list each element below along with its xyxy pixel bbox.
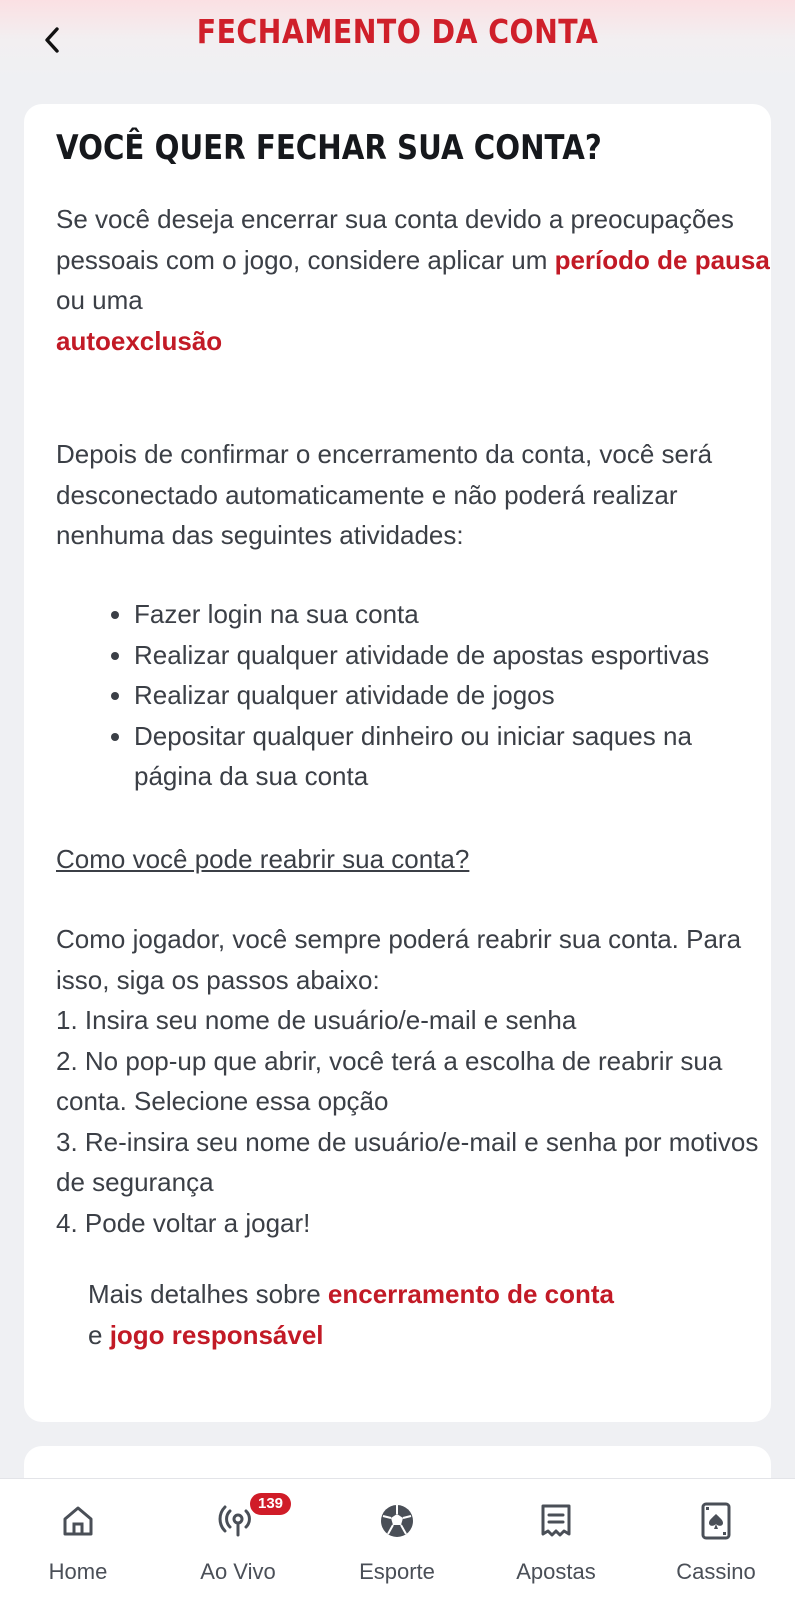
home-icon	[58, 1501, 98, 1541]
nav-label: Esporte	[359, 1559, 435, 1584]
top-bar	[0, 0, 795, 78]
after-confirm-paragraph: Depois de confirmar o encerramento da conta, você será desconectado automaticamente e não poderá realizar nenhuma das seguintes atividades:	[56, 439, 713, 550]
intro-text-or: ou uma	[56, 285, 143, 315]
nav-item-casino[interactable]	[646, 1479, 786, 1601]
pause-period-link[interactable]: período de pausa	[554, 244, 770, 275]
account-closure-link[interactable]: encerramento de conta	[327, 1279, 614, 1309]
more-text-and: e	[88, 1319, 110, 1350]
reopen-account-link[interactable]: Como você pode reabrir sua conta?	[56, 844, 470, 874]
nav-item-sport[interactable]	[327, 1479, 467, 1601]
soccer-ball-icon	[377, 1501, 417, 1541]
intro-text: Se você deseja encerrar sua conta devido a preocupações pessoais com o jogo, considere aplicar um	[56, 204, 734, 275]
card-title: VOCÊ QUER FECHAR SUA CONTA?	[56, 128, 602, 168]
list-item: • Realizar qualquer atividade de jogos	[134, 675, 754, 716]
list-item: • Depositar qualquer dinheiro ou iniciar saques na página da sua conta	[134, 716, 754, 797]
nav-label: Cassino	[676, 1559, 756, 1584]
live-count-badge: 139	[250, 1493, 291, 1515]
nav-item-live[interactable]	[168, 1479, 308, 1601]
nav-item-bets[interactable]	[486, 1479, 626, 1601]
bet-slip-icon	[536, 1501, 576, 1541]
list-item: • Realizar qualquer atividade de apostas esportivas	[134, 635, 754, 676]
responsible-gaming-link[interactable]: jogo responsável	[109, 1319, 324, 1350]
account-closure-card	[24, 104, 771, 1422]
bottom-navigation	[0, 1478, 795, 1601]
steps-intro: Como jogador, você sempre poderá reabrir sua conta. Para isso, siga os passos abaixo:	[56, 924, 742, 995]
more-details	[88, 1274, 748, 1355]
step-item: 3. Re-insira seu nome de usuário/e-mail e senha por motivos de segurança	[56, 1126, 759, 1197]
nav-item-home[interactable]	[8, 1479, 148, 1601]
nav-label: Ao Vivo	[200, 1559, 276, 1584]
reopen-steps	[56, 919, 776, 1243]
step-item: 1. Insira seu nome de usuário/e-mail e senha	[56, 1005, 577, 1035]
restrictions-list	[106, 594, 754, 797]
list-item: • Fazer login na sua conta	[134, 594, 754, 635]
intro-paragraph	[56, 199, 776, 361]
playing-card-icon	[696, 1501, 736, 1541]
more-text: Mais detalhes sobre	[88, 1279, 328, 1309]
step-item: 2. No pop-up que abrir, você terá a escolha de reabrir sua conta. Selecione essa opção	[56, 1045, 723, 1116]
page-title: FECHAMENTO DA CONTA	[196, 12, 599, 51]
self-exclusion-link[interactable]: autoexclusão	[56, 325, 223, 356]
nav-label: Home	[48, 1559, 108, 1584]
nav-label: Apostas	[516, 1559, 596, 1584]
step-item: 4. Pode voltar a jogar!	[56, 1207, 311, 1238]
